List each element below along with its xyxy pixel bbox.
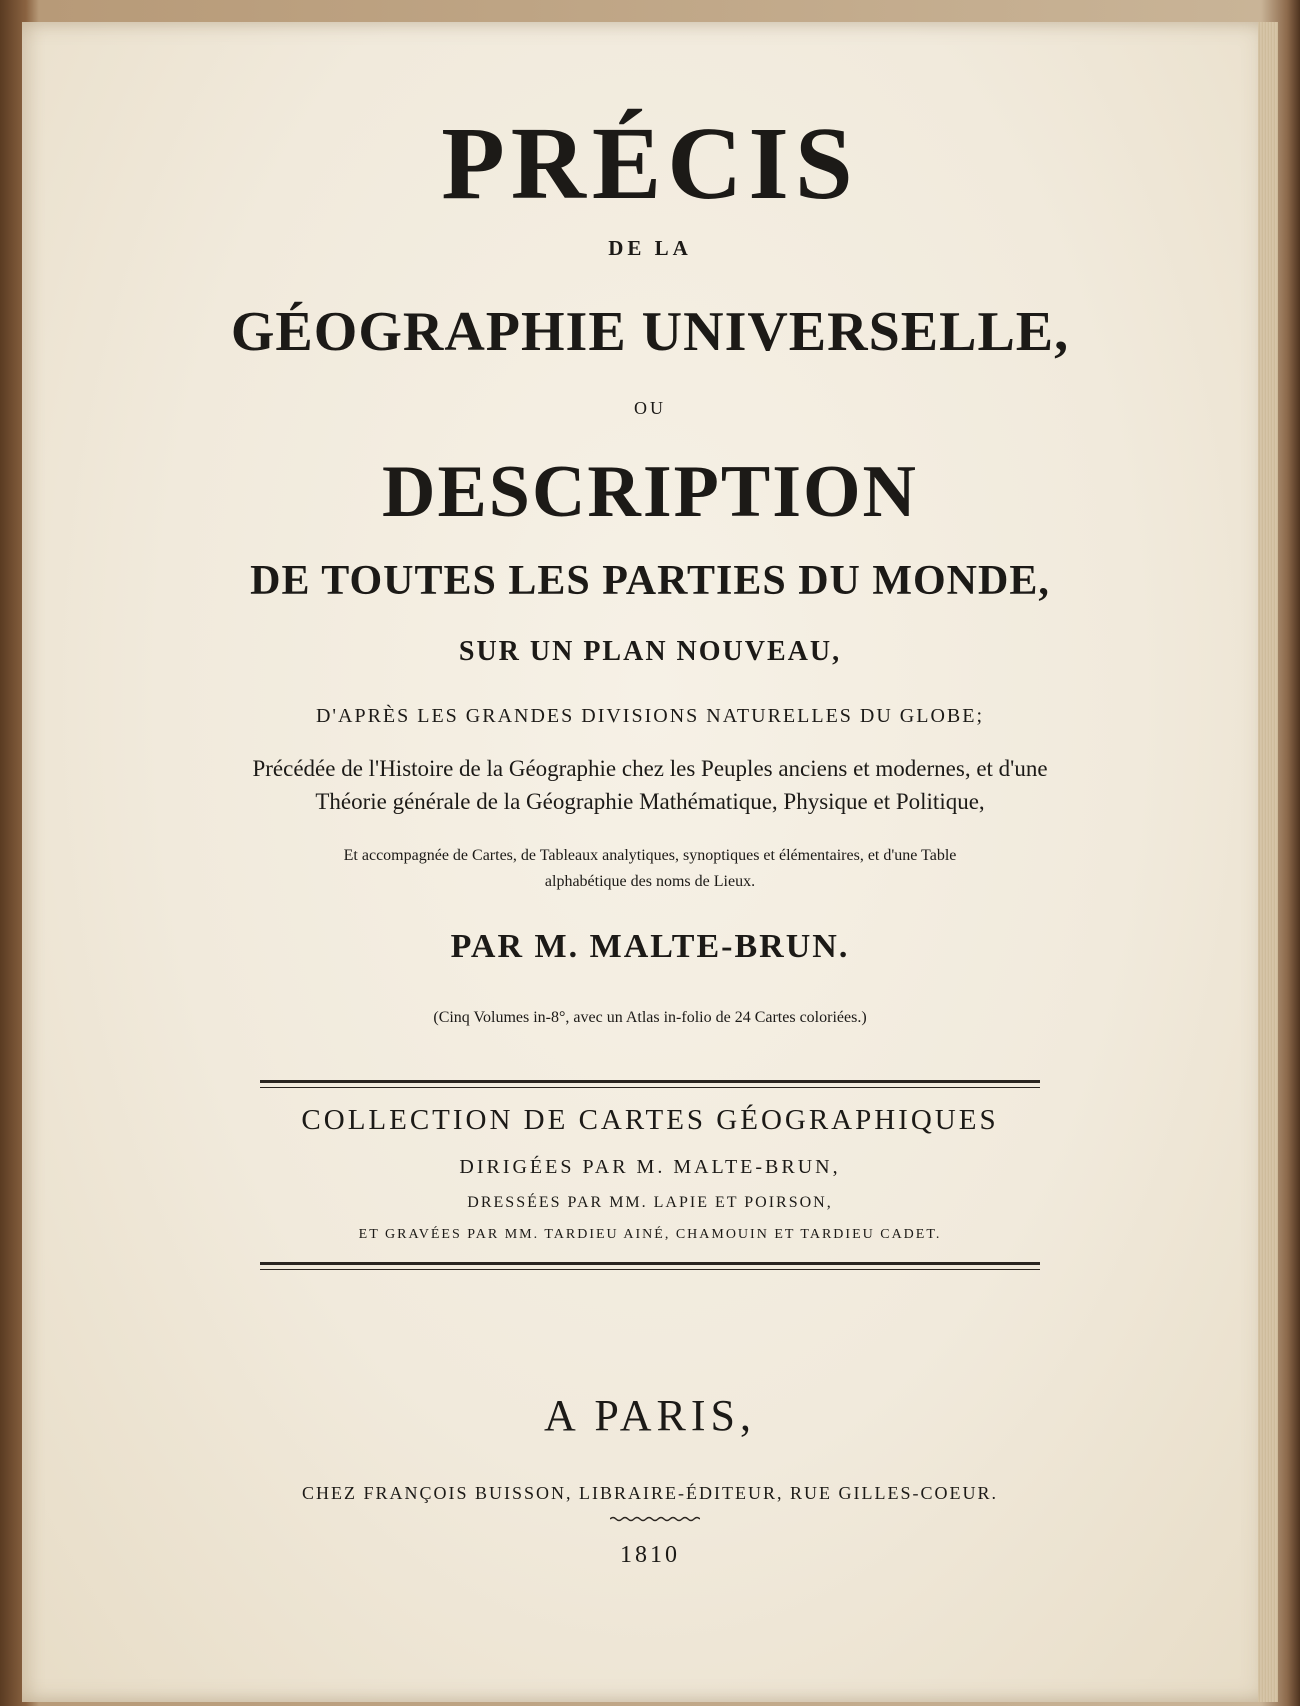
- volumes-note: (Cinq Volumes in-8°, avec un Atlas in-folio de 24 Cartes coloriées.): [433, 1009, 867, 1026]
- accompagnee-line-1: Et accompagnée de Cartes, de Tableaux analytiques, synoptiques et élémentaires, et d'une Table: [343, 847, 957, 864]
- collection-dressees: DRESSÉES PAR MM. LAPIE ET POIRSON,: [467, 1194, 833, 1211]
- imprint-city: A PARIS,: [543, 1391, 757, 1440]
- precedee-line-2: Théorie générale de la Géographie Mathématique, Physique et Politique,: [315, 789, 985, 814]
- collection-dirigees: DIRIGÉES PAR M. MALTE-BRUN,: [459, 1156, 841, 1178]
- collection-title: COLLECTION DE CARTES GÉOGRAPHIQUES: [301, 1104, 999, 1136]
- title-parties: DE TOUTES LES PARTIES DU MONDE,: [250, 558, 1050, 604]
- imprint-year: 1810: [620, 1542, 680, 1568]
- double-rule-bottom: [260, 1262, 1040, 1270]
- title-ou: OU: [634, 398, 666, 418]
- author-line: PAR M. MALTE-BRUN.: [450, 928, 850, 965]
- collection-gravees: ET GRAVÉES PAR MM. TARDIEU AINÉ, CHAMOUIN ET TARDIEU CADET.: [358, 1227, 942, 1242]
- title-subject: GÉOGRAPHIE UNIVERSELLE,: [230, 301, 1070, 363]
- title-apres: D'APRÈS LES GRANDES DIVISIONS NATURELLES DU GLOBE;: [315, 705, 985, 727]
- title-de-la: DE LA: [608, 236, 692, 260]
- imprint-publisher: CHEZ FRANÇOIS BUISSON, LIBRAIRE-ÉDITEUR, RUE GILLES-COEUR.: [302, 1483, 998, 1503]
- book-title: PRÉCIS: [441, 106, 859, 221]
- accompagnee-line-2: alphabétique des noms de Lieux.: [544, 873, 756, 890]
- title-description: DESCRIPTION: [382, 451, 918, 533]
- title-plan: SUR UN PLAN NOUVEAU,: [458, 636, 842, 667]
- double-rule-top: [260, 1080, 1040, 1088]
- wavy-divider: [610, 1516, 700, 1522]
- precedee-line-1: Précédée de l'Histoire de la Géographie chez les Peuples anciens et modernes, et d'une: [252, 756, 1048, 781]
